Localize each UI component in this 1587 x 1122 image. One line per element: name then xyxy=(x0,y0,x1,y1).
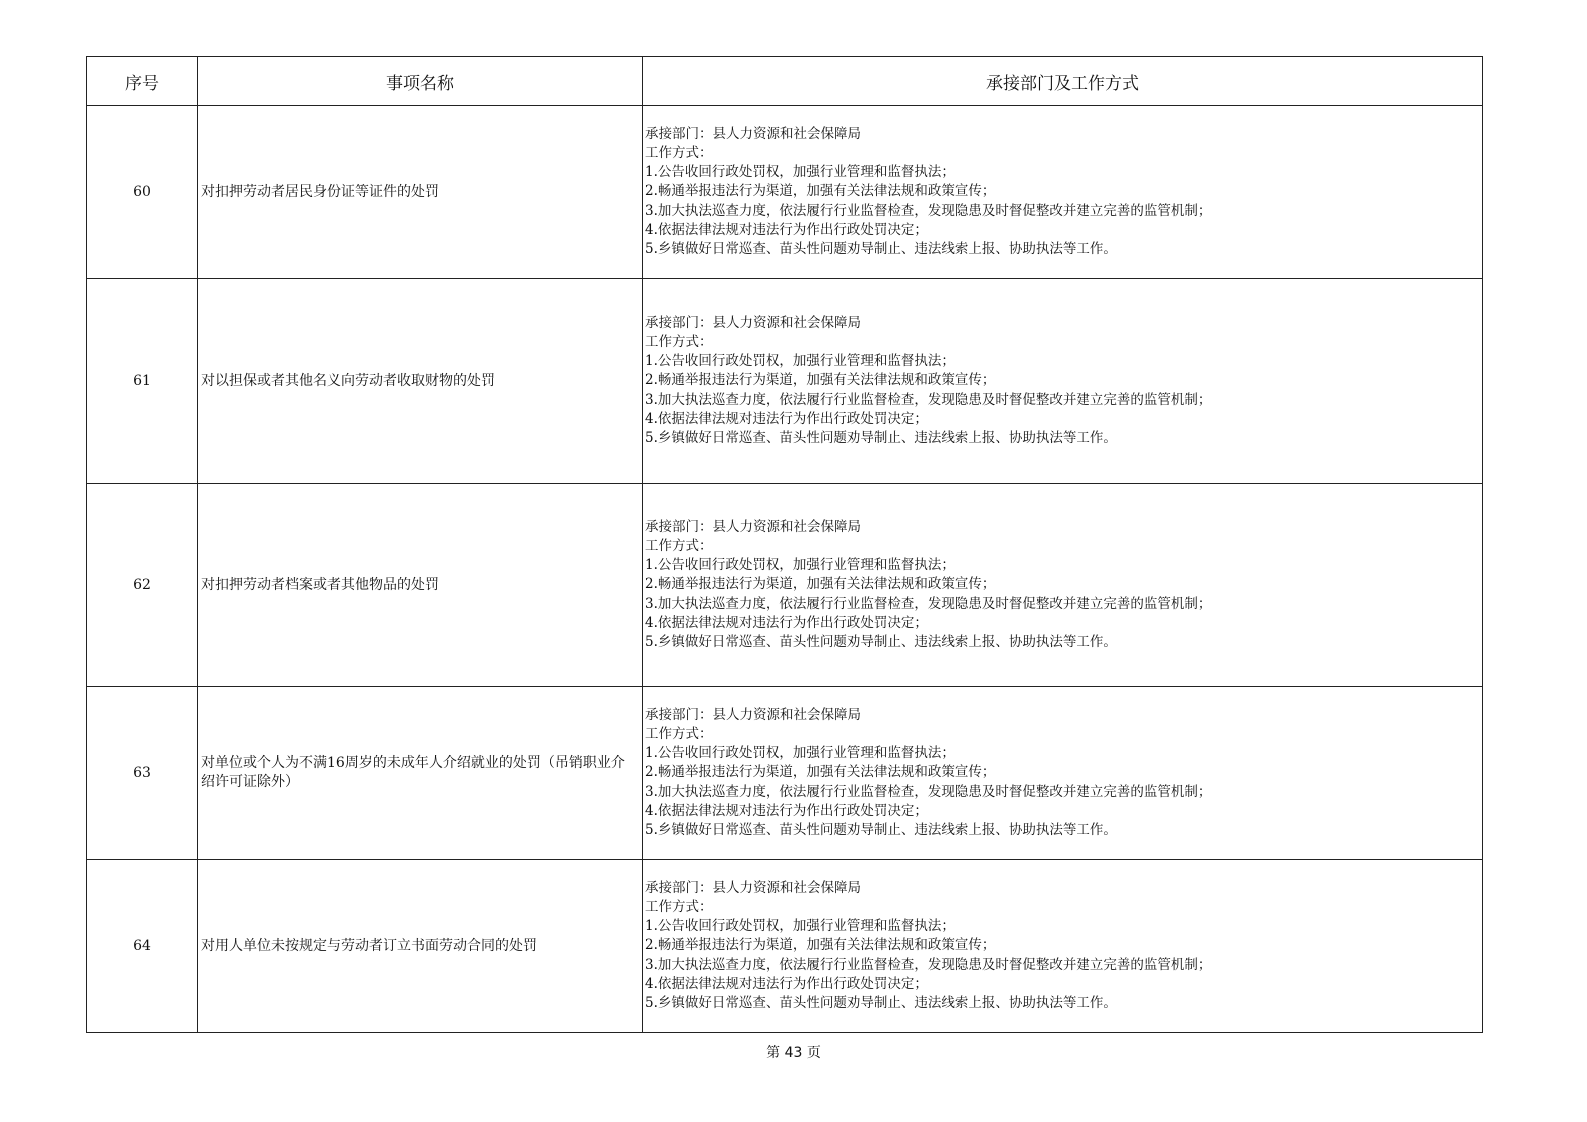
row-item-name: 对以担保或者其他名义向劳动者收取财物的处罚 xyxy=(198,279,643,484)
method-line: 工作方式： xyxy=(645,333,713,350)
method-line: 4.依据法律法规对违法行为作出行政处罚决定； xyxy=(645,975,928,992)
row-department-method xyxy=(643,484,1483,687)
header-row xyxy=(87,57,1483,106)
method-line: 工作方式： xyxy=(645,725,713,742)
method-line: 2.畅通举报违法行为渠道，加强有关法律法规和政策宣传； xyxy=(645,937,996,954)
method-line: 承接部门：县人力资源和社会保障局 xyxy=(645,314,861,331)
table-row xyxy=(87,279,1483,484)
method-line: 工作方式： xyxy=(645,898,713,915)
header-department-method: 承接部门及工作方式 xyxy=(643,57,1483,106)
row-index: 60 xyxy=(87,106,198,279)
page-number: 第 43 页 xyxy=(766,1045,821,1061)
method-line: 承接部门：县人力资源和社会保障局 xyxy=(645,518,861,535)
method-line: 5.乡镇做好日常巡查、苗头性问题劝导制止、违法线索上报、协助执法等工作。 xyxy=(645,634,1117,650)
row-item-name: 对扣押劳动者居民身份证等证件的处罚 xyxy=(198,106,643,279)
header-item-name: 事项名称 xyxy=(198,57,643,106)
method-line: 1.公告收回行政处罚权，加强行业管理和监督执法； xyxy=(645,557,955,574)
items-table xyxy=(86,56,1483,1033)
method-line: 承接部门：县人力资源和社会保障局 xyxy=(645,879,861,896)
row-department-method xyxy=(643,106,1483,279)
row-item-name: 对用人单位未按规定与劳动者订立书面劳动合同的处罚 xyxy=(198,860,643,1033)
method-line: 5.乡镇做好日常巡查、苗头性问题劝导制止、违法线索上报、协助执法等工作。 xyxy=(645,241,1117,257)
method-line: 工作方式： xyxy=(645,144,713,161)
row-index: 61 xyxy=(87,279,198,484)
row-item-name: 对单位或个人为不满16周岁的未成年人介绍就业的处罚（吊销职业介绍许可证除外） xyxy=(198,687,643,860)
header-index: 序号 xyxy=(87,57,198,106)
row-index: 63 xyxy=(87,687,198,860)
table-row xyxy=(87,687,1483,860)
method-line: 工作方式： xyxy=(645,537,713,554)
method-line: 3.加大执法巡查力度，依法履行行业监督检查，发现隐患及时督促整改并建立完善的监管机制； xyxy=(645,783,1212,800)
method-line: 承接部门：县人力资源和社会保障局 xyxy=(645,706,861,723)
method-line: 5.乡镇做好日常巡查、苗头性问题劝导制止、违法线索上报、协助执法等工作。 xyxy=(645,430,1117,446)
row-index: 62 xyxy=(87,484,198,687)
row-department-method xyxy=(643,687,1483,860)
method-line: 1.公告收回行政处罚权，加强行业管理和监督执法； xyxy=(645,353,955,370)
method-line: 4.依据法律法规对违法行为作出行政处罚决定； xyxy=(645,410,928,427)
method-line: 1.公告收回行政处罚权，加强行业管理和监督执法； xyxy=(645,918,955,935)
table-row xyxy=(87,484,1483,687)
table-row xyxy=(87,860,1483,1033)
table-row xyxy=(87,106,1483,279)
method-line: 3.加大执法巡查力度，依法履行行业监督检查，发现隐患及时督促整改并建立完善的监管机制； xyxy=(645,956,1212,973)
method-line: 5.乡镇做好日常巡查、苗头性问题劝导制止、违法线索上报、协助执法等工作。 xyxy=(645,995,1117,1011)
method-line: 2.畅通举报违法行为渠道，加强有关法律法规和政策宣传； xyxy=(645,183,996,200)
method-line: 1.公告收回行政处罚权，加强行业管理和监督执法； xyxy=(645,164,955,181)
method-line: 1.公告收回行政处罚权，加强行业管理和监督执法； xyxy=(645,745,955,762)
method-line: 4.依据法律法规对违法行为作出行政处罚决定； xyxy=(645,614,928,631)
row-department-method xyxy=(643,279,1483,484)
method-line: 承接部门：县人力资源和社会保障局 xyxy=(645,125,861,142)
method-line: 4.依据法律法规对违法行为作出行政处罚决定； xyxy=(645,802,928,819)
method-line: 2.畅通举报违法行为渠道，加强有关法律法规和政策宣传； xyxy=(645,764,996,781)
method-line: 5.乡镇做好日常巡查、苗头性问题劝导制止、违法线索上报、协助执法等工作。 xyxy=(645,822,1117,838)
row-department-method xyxy=(643,860,1483,1033)
method-line: 4.依据法律法规对违法行为作出行政处罚决定； xyxy=(645,221,928,238)
method-line: 2.畅通举报违法行为渠道，加强有关法律法规和政策宣传； xyxy=(645,372,996,389)
method-line: 3.加大执法巡查力度，依法履行行业监督检查，发现隐患及时督促整改并建立完善的监管机制； xyxy=(645,391,1212,408)
row-index: 64 xyxy=(87,860,198,1033)
row-item-name: 对扣押劳动者档案或者其他物品的处罚 xyxy=(198,484,643,687)
method-line: 3.加大执法巡查力度，依法履行行业监督检查，发现隐患及时督促整改并建立完善的监管机制； xyxy=(645,595,1212,612)
method-line: 3.加大执法巡查力度，依法履行行业监督检查，发现隐患及时督促整改并建立完善的监管机制； xyxy=(645,202,1212,219)
method-line: 2.畅通举报违法行为渠道，加强有关法律法规和政策宣传； xyxy=(645,576,996,593)
